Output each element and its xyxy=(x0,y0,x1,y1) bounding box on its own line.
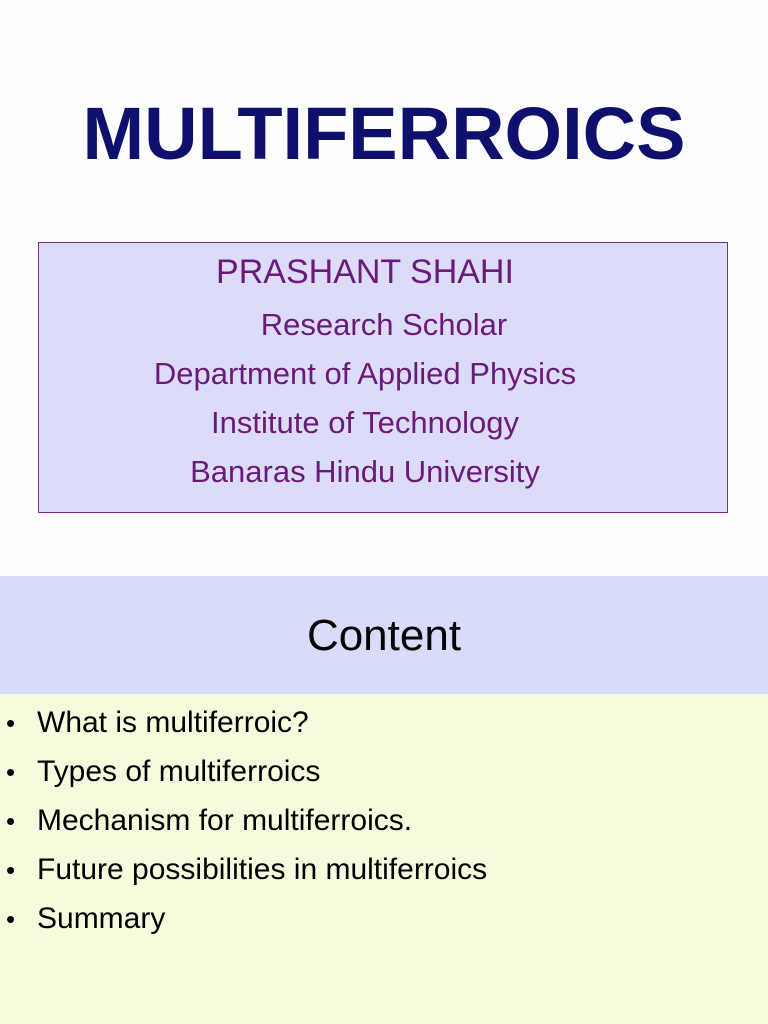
list-item xyxy=(0,899,768,948)
author-department: Department of Applied Physics xyxy=(153,356,577,391)
list-item xyxy=(0,801,768,850)
author-name: PRASHANT SHAHI xyxy=(216,253,514,291)
list-item-text: What is multiferroic? xyxy=(37,706,309,739)
list-item-text: Summary xyxy=(37,902,166,935)
bullet-icon: • xyxy=(6,904,16,934)
author-position: Research Scholar xyxy=(260,307,508,342)
list-item-text: Types of multiferroics xyxy=(37,755,321,788)
list-item-text: Mechanism for multiferroics. xyxy=(37,804,413,837)
content-title: Content xyxy=(306,611,462,660)
bullet-icon: • xyxy=(6,855,16,885)
content-list xyxy=(0,703,768,948)
bullet-icon: • xyxy=(6,806,16,836)
list-item xyxy=(0,850,768,899)
content-header xyxy=(0,576,768,694)
bullet-icon: • xyxy=(6,708,16,738)
list-item-text: Future possibilities in multiferroics xyxy=(37,853,488,886)
list-item xyxy=(0,752,768,801)
bullet-icon: • xyxy=(6,757,16,787)
content-slide xyxy=(0,576,768,1024)
author-info-box xyxy=(38,242,728,513)
slide-title: MULTIFERROICS xyxy=(82,92,686,175)
list-item xyxy=(0,703,768,752)
author-institute: Institute of Technology xyxy=(211,405,519,440)
author-university: Banaras Hindu University xyxy=(190,454,540,489)
